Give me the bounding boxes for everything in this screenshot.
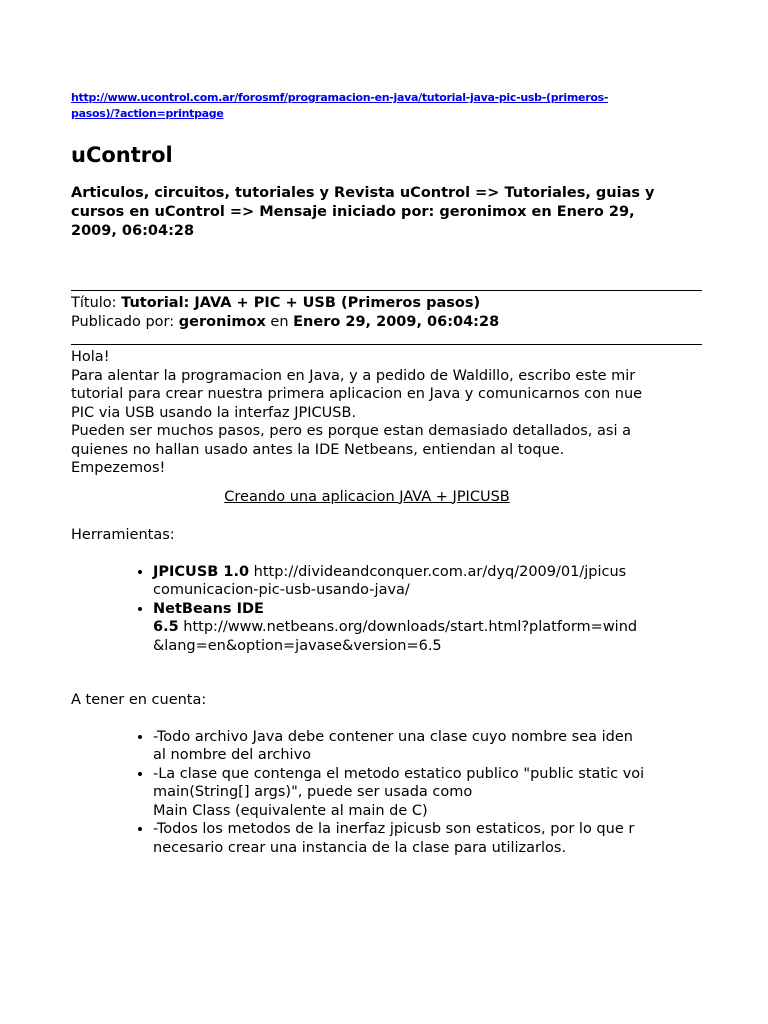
list-item [153, 563, 663, 600]
top-divider [71, 290, 702, 291]
post-title-label: Título: [71, 295, 117, 311]
note-line: -Todos los metodos de la inerfaz jpicusb son estaticos, por lo que r [153, 821, 635, 837]
source-url-link[interactable] [71, 90, 631, 122]
note-line: al nombre del archivo [153, 747, 312, 763]
tool-name: NetBeans IDE [153, 600, 264, 617]
breadcrumb-line-3: 2009, 06:04:28 [71, 223, 195, 239]
list-item [153, 728, 663, 765]
post-title: Tutorial: JAVA + PIC + USB (Primeros pasos) [121, 295, 481, 311]
tool-url: http://divideandconquer.com.ar/dyq/2009/01/jpicus [253, 563, 627, 580]
intro-line: tutorial para crear nuestra primera aplicacion en Java y comunicarnos con nue [71, 386, 643, 402]
tool-url: http://www.netbeans.org/downloads/start.html?platform=wind [183, 619, 638, 635]
section-heading: Creando una aplicacion JAVA + JPICUSB [224, 488, 510, 505]
intro-line: quienes no hallan usado antes la IDE Netbeans, entiendan al toque. [71, 441, 565, 458]
notes-label: A tener en cuenta: [71, 692, 207, 708]
tools-list [71, 563, 663, 656]
post-date-separator: en [270, 313, 289, 330]
site-title: uControl [71, 143, 173, 167]
list-item [153, 820, 663, 857]
breadcrumb-line-2: cursos en uControl => Mensaje iniciado por: geronimox en Enero 29, [71, 204, 635, 220]
source-url-line-1[interactable]: http://www.ucontrol.com.ar/forosmf/programacion-en-java/tutorial-java-pic-usb-(primeros- [71, 91, 609, 104]
note-line: Main Class (equivalente al main de C) [153, 802, 428, 819]
list-item [153, 600, 663, 656]
tool-url-cont: comunicacion-pic-usb-usando-java/ [153, 582, 410, 598]
list-item [153, 765, 663, 821]
note-line: necesario crear una instancia de la clase para utilizarlos. [153, 839, 567, 856]
tools-label: Herramientas: [71, 527, 175, 543]
intro-line: Para alentar la programacion en Java, y a pedido de Waldillo, escribo este mir [71, 367, 636, 384]
note-line: main(String[] args)", puede ser usada como [153, 784, 473, 800]
breadcrumb [71, 184, 691, 241]
bottom-divider [71, 344, 702, 345]
tool-name: JPICUSB 1.0 [153, 563, 250, 580]
post-body [71, 348, 663, 857]
note-line: -Todo archivo Java debe contener una clase cuyo nombre sea iden [153, 728, 633, 745]
source-url-line-2[interactable]: pasos)/?action=printpage [71, 107, 224, 120]
post-author-row [71, 313, 691, 332]
breadcrumb-line-1: Articulos, circuitos, tutoriales y Revista uControl => Tutoriales, guias y [71, 185, 655, 201]
post-title-row [71, 294, 691, 313]
intro-line: PIC via USB usando la interfaz JPICUSB. [71, 404, 357, 421]
intro-line: Empezemos! [71, 460, 166, 476]
tool-url-cont: &lang=en&option=javase&version=6.5 [153, 637, 442, 654]
notes-list [71, 728, 663, 858]
intro-line: Pueden ser muchos pasos, pero es porque estan demasiado detallados, asi a [71, 423, 631, 439]
post-date: Enero 29, 2009, 06:04:28 [293, 313, 500, 330]
intro-line: Hola! [71, 349, 110, 365]
post-author-label: Publicado por: [71, 313, 175, 330]
post-author: geronimox [178, 313, 266, 330]
post-meta [71, 294, 691, 331]
tool-version: 6.5 [153, 619, 179, 635]
note-line: -La clase que contenga el metodo estatico publico "public static voi [153, 765, 645, 782]
